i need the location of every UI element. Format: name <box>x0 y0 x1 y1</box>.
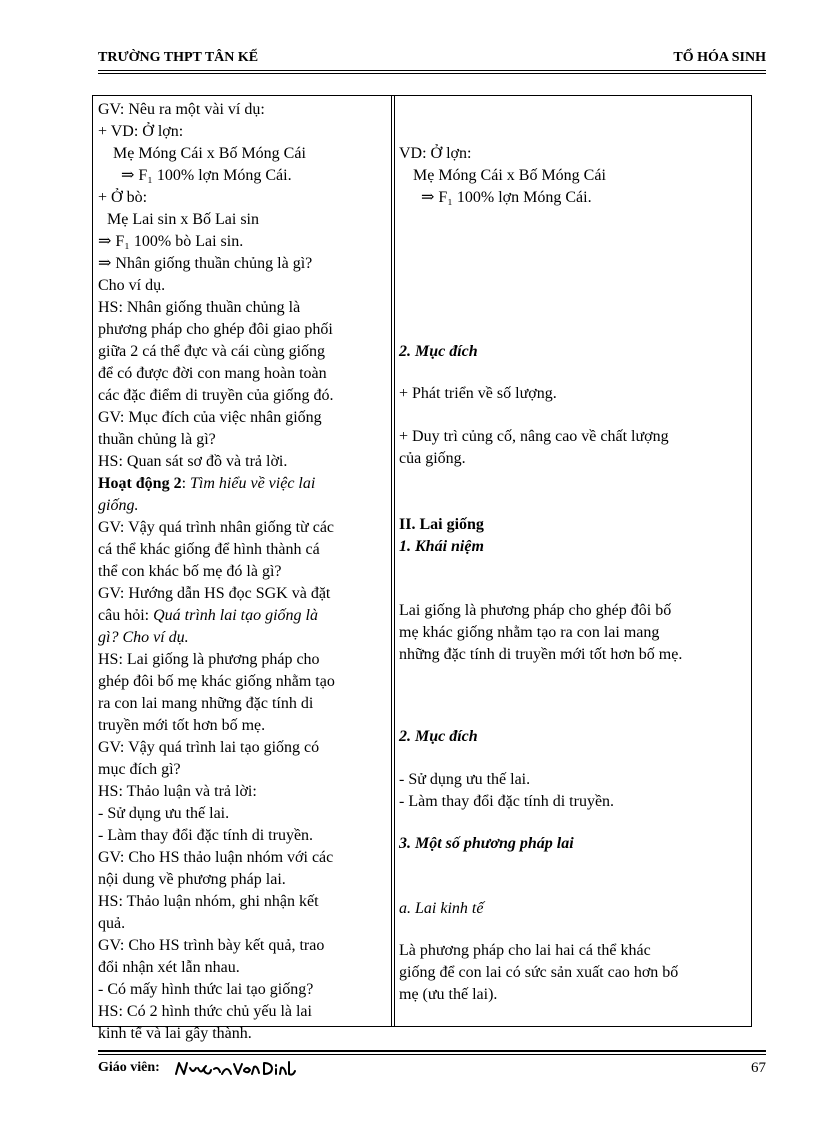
school-name: TRƯỜNG THPT TÂN KẾ <box>98 50 259 65</box>
example-line: ⇒ F₁ 100% lợn Móng Cái. <box>421 189 592 206</box>
text-line: Cho ví dụ. <box>98 277 166 294</box>
text-line: mục đích gì? <box>98 761 181 778</box>
teacher-signature <box>172 1058 302 1080</box>
text-line: + Ở bò: <box>98 189 148 206</box>
text-line: để có được đời con mang hoàn toàn <box>98 365 327 382</box>
purpose-heading: 2. Mục đích <box>399 343 478 360</box>
text-line: GV: Cho HS trình bày kết quả, trao <box>98 937 325 954</box>
column-divider <box>391 96 395 1026</box>
activity-2-heading: Hoạt động 2: Tìm hiểu về việc lai <box>98 475 316 492</box>
text-line: phương pháp cho ghép đôi giao phối <box>98 321 333 338</box>
question-line: câu hỏi: Quá trình lai tạo giống là <box>98 607 318 624</box>
text-line: GV: Mục đích của việc nhân giống <box>98 409 322 426</box>
text-line: kinh tế và lai gây thành. <box>98 1025 252 1042</box>
department-name: TỔ HÓA SINH <box>673 50 766 65</box>
text-line: HS: Có 2 hình thức chủ yếu là lai <box>98 1003 312 1020</box>
lesson-table <box>92 95 752 1042</box>
text-line: - Sử dụng ưu thế lai. <box>98 805 230 822</box>
text-line: HS: Thảo luận nhóm, ghi nhận kết <box>98 893 319 910</box>
text-line: quả. <box>98 915 126 932</box>
purpose-item: + Phát triển về số lượng. <box>399 385 557 402</box>
text-line: nội dung về phương pháp lai. <box>98 871 286 888</box>
method-a-heading: a. Lai kinh tế <box>399 900 484 917</box>
text-line: giữa 2 cá thể đực và cái cùng giống <box>98 343 326 360</box>
text-line: HS: Nhân giống thuần chủng là <box>98 299 301 316</box>
text-line: thuần chủng là gì? <box>98 431 216 448</box>
section-heading: II. Lai giống <box>399 516 484 533</box>
purpose-item: của giống. <box>399 450 466 467</box>
page-number: 67 <box>751 1060 766 1076</box>
text-line: + VD: Ở lợn: <box>98 123 184 140</box>
text-line: GV: Vậy quá trình lai tạo giống có <box>98 739 320 756</box>
purpose2-item: - Sử dụng ưu thế lai. <box>399 771 531 788</box>
teacher-label: Giáo viên: <box>98 1060 160 1075</box>
header-rule <box>98 70 766 71</box>
text-line: GV: Vậy quá trình nhân giống từ các <box>98 519 335 536</box>
text-line: GV: Nêu ra một vài ví dụ: <box>98 101 265 118</box>
text-line: truyền mới tốt hơn bố mẹ. <box>98 717 266 734</box>
footer-rule <box>98 1050 766 1052</box>
page-header <box>98 50 766 70</box>
concept-heading: 1. Khái niệm <box>399 538 484 555</box>
text-line: HS: Quan sát sơ đồ và trả lời. <box>98 453 288 470</box>
purpose-item: + Duy trì củng cố, nâng cao về chất lượng <box>399 428 669 445</box>
header-rule-thin <box>98 73 766 74</box>
text-line: GV: Hướng dẫn HS đọc SGK và đặt <box>98 585 331 602</box>
text-line: - Làm thay đổi đặc tính di truyền. <box>98 827 314 844</box>
text-line: - Có mấy hình thức lai tạo giống? <box>98 981 314 998</box>
example-line: Mẹ Móng Cái x Bố Móng Cái <box>413 167 606 184</box>
text-line: đổi nhận xét lẫn nhau. <box>98 959 240 976</box>
text-line: ⇒ F₁ 100% bò Lai sin. <box>98 233 244 250</box>
page-footer <box>98 1058 766 1080</box>
text-line: ra con lai mang những đặc tính di <box>98 695 314 712</box>
text-line: Mẹ Lai sin x Bố Lai sin <box>107 211 259 228</box>
purpose2-heading: 2. Mục đích <box>399 728 478 745</box>
text-line: giống. <box>98 497 139 514</box>
method-a-line: mẹ (ưu thế lai). <box>399 986 498 1003</box>
purpose2-item: - Làm thay đổi đặc tính di truyền. <box>399 793 615 810</box>
text-line: cá thể khác giống để hình thành cá <box>98 541 320 558</box>
text-line: ⇒ Nhân giống thuần chủng là gì? <box>98 255 313 272</box>
methods-heading: 3. Một số phương pháp lai <box>399 835 574 852</box>
example-line: VD: Ở lợn: <box>399 145 472 162</box>
text-line: HS: Thảo luận và trả lời: <box>98 783 257 800</box>
concept-line: những đặc tính di truyền mới tốt hơn bố mẹ. <box>399 646 683 663</box>
text-line: Mẹ Móng Cái x Bố Móng Cái <box>113 145 306 162</box>
text-line: GV: Cho HS thảo luận nhóm với các <box>98 849 334 866</box>
text-line: các đặc điểm di truyền của giống đó. <box>98 387 334 404</box>
text-line: HS: Lai giống là phương pháp cho <box>98 651 320 668</box>
method-a-line: giống để con lai có sức sản xuất cao hơn bố <box>399 964 679 981</box>
text-line: ⇒ F₁ 100% lợn Móng Cái. <box>121 167 292 184</box>
footer-rule-thin <box>98 1054 766 1055</box>
text-line: ghép đôi bố mẹ khác giống nhằm tạo <box>98 673 335 690</box>
concept-line: mẹ khác giống nhằm tạo ra con lai mang <box>399 624 660 641</box>
method-a-line: Là phương pháp cho lai hai cá thể khác <box>399 942 651 959</box>
text-line: gì? Cho ví dụ. <box>98 629 189 646</box>
concept-line: Lai giống là phương pháp cho ghép đôi bố <box>399 602 672 619</box>
text-line: thể con khác bố mẹ đó là gì? <box>98 563 282 580</box>
